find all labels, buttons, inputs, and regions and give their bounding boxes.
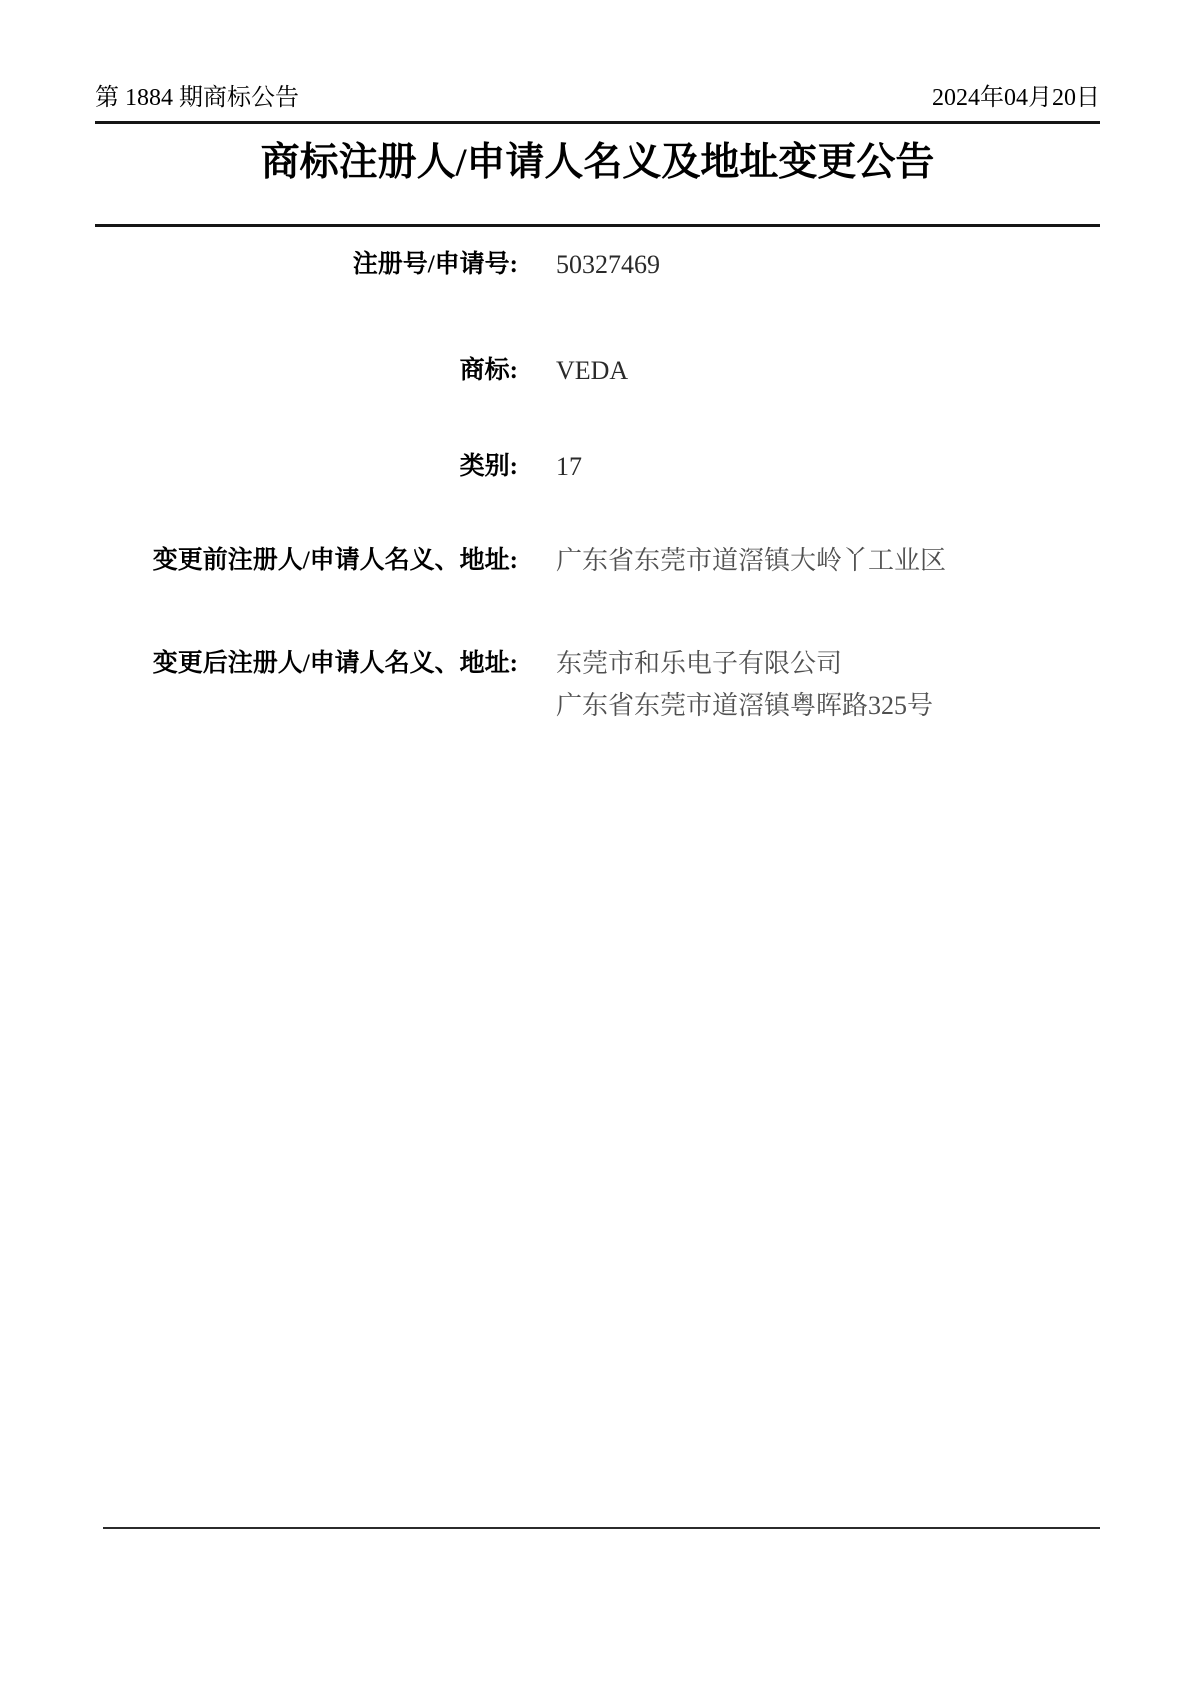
page-title: 商标注册人/申请人名义及地址变更公告	[260, 141, 935, 184]
field-label: 商标:	[459, 357, 518, 384]
gazette-date-label: 2024年04月20日	[932, 85, 1100, 111]
field-row-trademark	[95, 353, 1100, 389]
gazette-issue-label: 第 1884 期商标公告	[95, 85, 299, 111]
field-label: 变更前注册人/申请人名义、地址:	[152, 547, 518, 574]
field-label: 变更后注册人/申请人名义、地址:	[152, 650, 518, 677]
announcement-fields	[95, 247, 1100, 727]
field-label: 注册号/申请号:	[352, 251, 518, 278]
field-label: 类别:	[459, 453, 518, 480]
title-divider	[95, 224, 1100, 227]
field-row-class	[95, 449, 1100, 485]
field-value: 17	[556, 452, 582, 481]
document-header	[95, 0, 1100, 112]
header-divider	[95, 121, 1100, 124]
field-value	[556, 643, 933, 727]
field-value: VEDA	[556, 356, 629, 385]
field-row-before-change	[95, 543, 1100, 579]
field-value-line-1: 东莞市和乐电子有限公司	[556, 649, 843, 678]
field-row-registration-number	[95, 247, 1100, 283]
footer-divider	[103, 1527, 1100, 1529]
field-value: 50327469	[556, 250, 660, 279]
field-row-after-change	[95, 643, 1100, 727]
field-value-line-2: 广东省东莞市道滘镇粤晖路325号	[556, 691, 934, 720]
field-value: 广东省东莞市道滘镇大岭丫工业区	[556, 546, 947, 575]
